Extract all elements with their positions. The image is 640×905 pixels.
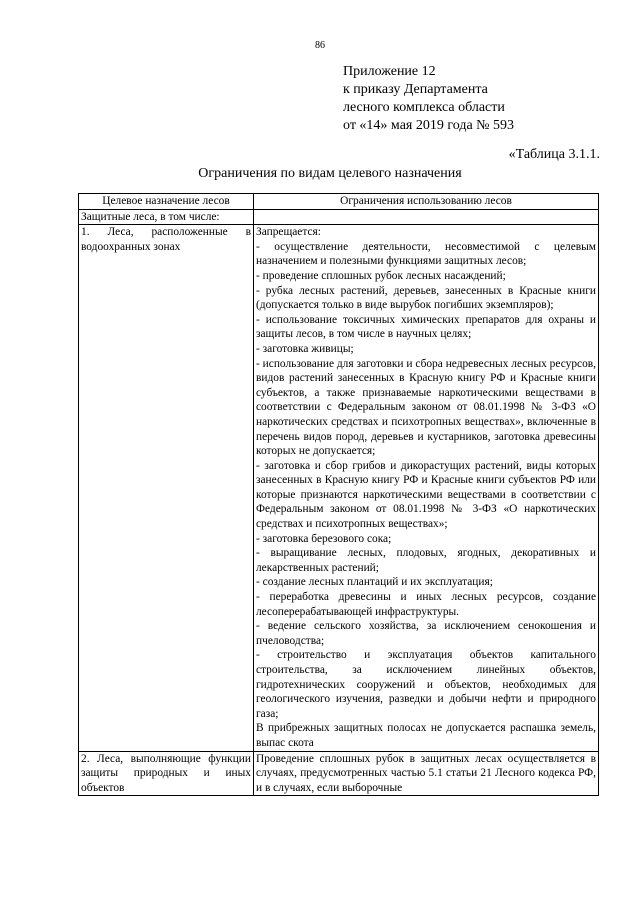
restriction-item: - создание лесных плантаций и их эксплуатация; (256, 576, 493, 589)
restriction-item: - ведение сельского хозяйства, за исключением сенокошения и пчеловодства; (256, 620, 596, 647)
restriction-item: - заготовка живицы; (256, 342, 354, 355)
restriction-item: - осуществление деятельности, несовместимой с целевым назначением и полезными функциями защитных лесов; (256, 240, 596, 268)
restrictions-table (78, 193, 599, 796)
appendix-line: от «14» мая 2019 года № 593 (343, 118, 515, 133)
restrictions-cell (254, 225, 599, 751)
restriction-item: - переработка древесины и иных лесных ресурсов, создание лесоперерабатывающей инфраструктуры. (256, 591, 596, 618)
appendix-line: к приказу Департамента (343, 82, 488, 97)
table-header-row (79, 194, 599, 210)
appendix-header (343, 63, 514, 135)
table-row (79, 225, 599, 751)
column-header-purpose: Целевое назначение лесов (79, 194, 254, 210)
section-label: Защитные леса, в том числе: (79, 209, 254, 225)
column-header-restrictions: Ограничения использованию лесов (254, 194, 599, 210)
restrictions-cell (254, 751, 599, 796)
purpose-cell: 1. Леса, расположенные в водоохранных зонах (79, 225, 254, 751)
restriction-item: - использование токсичных химических препаратов для охраны и защиты лесов, в том числе в научных целях; (256, 313, 596, 341)
table-row (79, 751, 599, 796)
page-title: Ограничения по видам целевого назначения (198, 166, 462, 181)
restriction-item: - использование для заготовки и сбора недревесных лесных ресурсов, видов растений занесенных в Красную книгу РФ и Красные книги субъектов, а также признаваемые наркотическими веществами в соответствии с Федеральным законом от 08.01.1998 № 3-ФЗ «О наркотических средствах и психотропных веществах», включенные в перечень видов пород, деревьев и кустарников, заготовка древесины которых не допускается; (256, 357, 596, 458)
empty-cell (254, 209, 599, 225)
appendix-line: Приложение 12 (343, 64, 436, 79)
restriction-item: Запрещается: (256, 226, 321, 239)
restriction-item: - заготовка березового сока; (256, 532, 392, 545)
restriction-item: Проведение сплошных рубок в защитных лесах осуществляется в случаях, предусмотренных частью 5.1 статьи 21 Лесного кодекса РФ, и в случаях, если выборочные (256, 752, 596, 794)
restriction-item: - строительство и эксплуатация объектов капитального строительства, за исключением линейных объектов, гидротехнических сооружений и объектов, необходимых для геологического изучения, разведки и добычи нефти и природного газа; (256, 649, 596, 720)
restriction-item: - заготовка и сбор грибов и дикорастущих растений, виды которых занесенных в Красную книгу РФ и Красные книги субъектов РФ или которые признаются наркотическими веществами в соответствии с Федеральным законом от 08.01.1998 № 3-ФЗ «О наркотических средствах и психотропных веществах»; (256, 459, 596, 531)
restriction-item: - проведение сплошных рубок лесных насаждений; (256, 269, 506, 282)
section-row (79, 209, 599, 225)
restriction-item: - выращивание лесных, плодовых, ягодных, декоративных и лекарственных растений; (256, 547, 596, 574)
table-reference: «Таблица 3.1.1. (508, 147, 600, 162)
restriction-item: - рубка лесных растений, деревьев, занесенных в Красные книги (допускается только в виде вырубок погибших экземпляров); (256, 284, 596, 312)
restriction-item: В прибрежных защитных полосах не допускается распашка земель, выпас скота (256, 722, 596, 749)
page-number: 86 (315, 40, 325, 51)
purpose-cell: 2. Леса, выполняющие функции защиты природных и иных объектов (79, 751, 254, 796)
appendix-line: лесного комплекса области (343, 100, 505, 115)
